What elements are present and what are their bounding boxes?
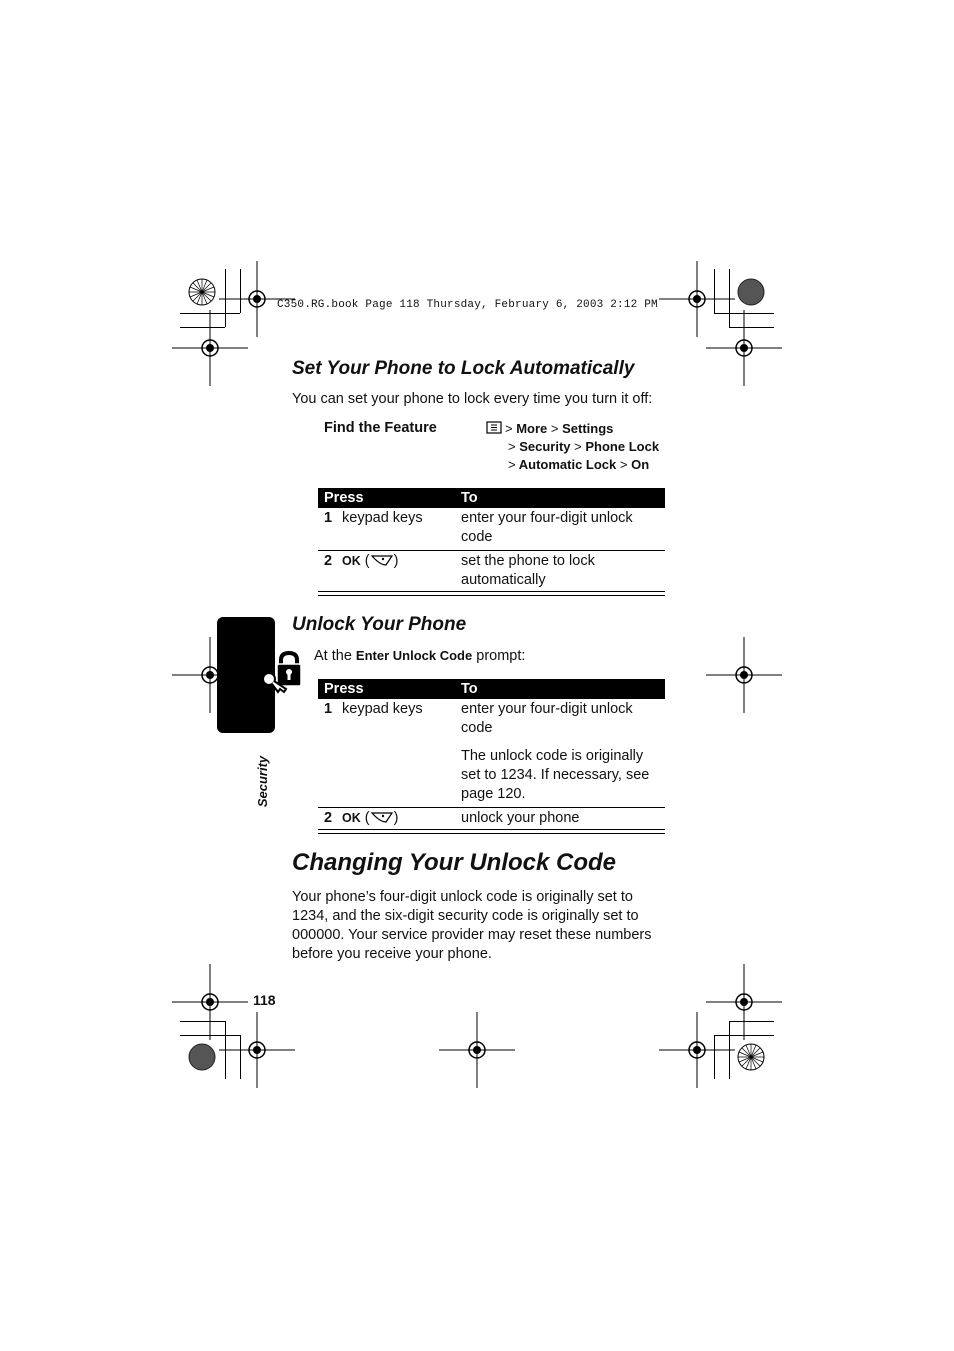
press-table-unlock	[318, 679, 665, 831]
section-title-unlock-phone: Unlock Your Phone	[292, 614, 467, 635]
path-security: Security	[519, 439, 571, 454]
table-row: 1 keypad keys enter your four-digit unlock code The unlock code is originally set to 1234. If necessary, see page 120.	[318, 699, 665, 808]
unlock-code-note: The unlock code is originally set to 1234. If necessary, see page 120.	[461, 748, 650, 802]
sidebar-label: Security	[255, 755, 271, 808]
section-title-lock-automatically: Set Your Phone to Lock Automatically	[292, 358, 635, 379]
unlock-intro: At the Enter Unlock Code prompt:	[314, 648, 526, 664]
changing-code-body: Your phone’s four-digit unlock code is originally set to 1234, and the six-digit security code is originally set to 000000. Your service provider may reset these numbers before you receive your phone.	[292, 889, 652, 962]
feature-menu-path: > More > Settings > Security > Phone Lock > Automatic Lock > On	[486, 420, 659, 474]
path-phone-lock: Phone Lock	[585, 439, 660, 454]
find-feature-label: Find the Feature	[324, 420, 437, 436]
ok-key-label: OK	[342, 554, 361, 568]
ok-key-label: OK	[342, 811, 361, 825]
table-end-rule	[318, 591, 665, 596]
col-header-press: Press	[318, 679, 455, 699]
right-soft-key-icon	[370, 554, 394, 566]
book-header-info: C350.RG.book Page 118 Thursday, February 6, 2003 2:12 PM	[277, 299, 658, 311]
prompt-name: Enter Unlock Code	[355, 648, 473, 663]
col-header-press: Press	[318, 488, 455, 508]
col-header-to: To	[455, 679, 665, 699]
path-more: More	[516, 421, 548, 436]
lock-key-icon	[260, 650, 306, 696]
path-settings: Settings	[562, 421, 614, 436]
table-row: 1 keypad keys enter your four-digit unlock code	[318, 508, 665, 551]
table-row: 2 OK ( ) unlock your phone	[324, 810, 580, 826]
table-row: 2 OK ( ) set the phone to lock automatically	[324, 553, 595, 588]
menu-key-icon	[486, 421, 502, 434]
table-end-rule	[318, 829, 665, 834]
page-number: 118	[253, 992, 276, 1008]
chapter-title-changing-unlock-code: Changing Your Unlock Code	[292, 849, 617, 876]
right-soft-key-icon	[370, 811, 394, 823]
section-intro: You can set your phone to lock every time you turn it off:	[292, 391, 653, 407]
path-automatic-lock: Automatic Lock	[518, 457, 617, 472]
press-table-lock	[318, 488, 665, 593]
path-on: On	[631, 457, 650, 472]
col-header-to: To	[455, 488, 665, 508]
